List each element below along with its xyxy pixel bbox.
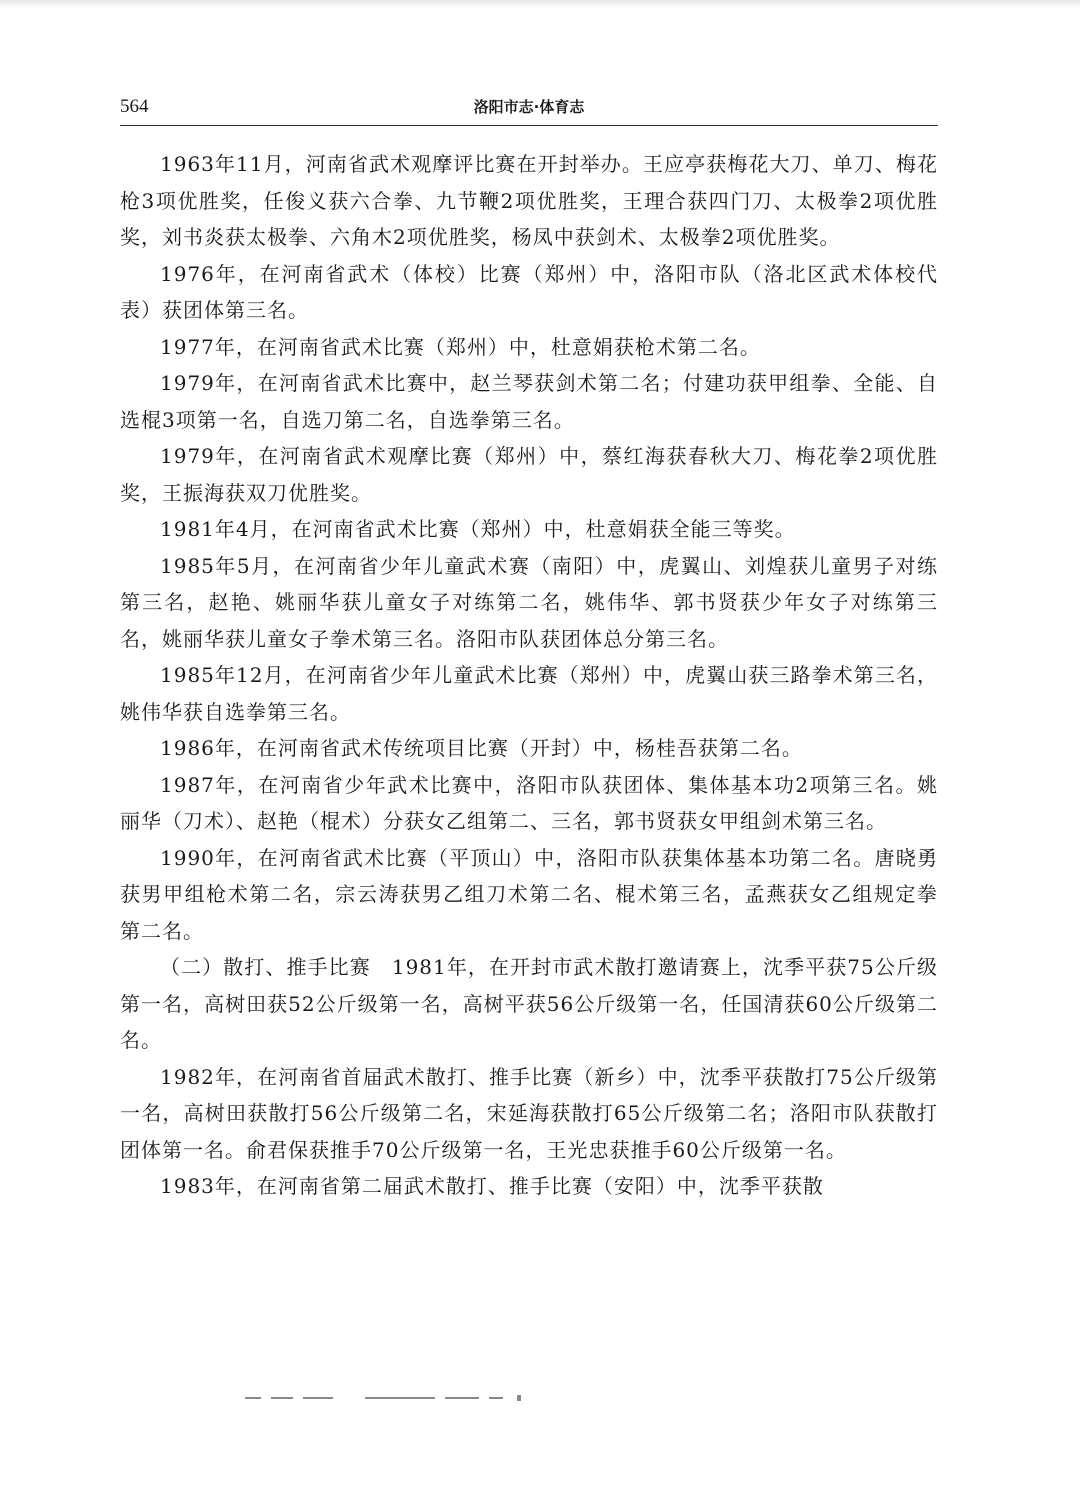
paragraph: 1990年，在河南省武术比赛（平顶山）中，洛阳市队获集体基本功第二名。唐晓勇获男甲组枪术第二名，宗云涛获男乙组刀术第二名、棍术第三名，孟燕获女乙组规定拳第二名。: [120, 845, 938, 943]
paragraph: 1979年，在河南省武术比赛中，赵兰琴获剑术第二名；付建功获甲组拳、全能、自选棍3项第一名，自选刀第二名，自选拳第三名。: [120, 371, 938, 432]
paragraph: 1963年11月，河南省武术观摩评比赛在开封举办。王应亭获梅花大刀、单刀、梅花枪3项优胜奖，任俊义获六合拳、九节鞭2项优胜奖，王理合获四门刀、太极拳2项优胜奖，刘书炎获太极拳、六角木2项优胜奖，杨凤中获剑术、太极拳2项优胜奖。: [120, 152, 938, 249]
scan-artifact-marks: [245, 1397, 525, 1401]
paragraph: （二）散打、推手比赛 1981年，在开封市武术散打邀请赛上，沈季平获75公斤级第一名，高树田获52公斤级第一名，高树平获56公斤级第一名，任国清获60公斤级第二名。: [120, 955, 938, 1052]
scan-top-edge: [0, 0, 1080, 8]
paragraph: 1982年，在河南省首届武术散打、推手比赛（新乡）中，沈季平获散打75公斤级第一名，高树田获散打56公斤级第二名，宋延海获散打65公斤级第二名；洛阳市队获散打团体第一名。俞君保获推手70公斤级第一名，王光忠获推手60公斤级第一名。: [120, 1064, 938, 1162]
paragraph: 1981年4月，在河南省武术比赛（郑州）中，杜意娟获全能三等奖。: [160, 517, 796, 541]
header-rule: [120, 125, 938, 126]
body-text: [120, 146, 938, 1205]
paragraph: 1985年12月，在河南省少年儿童武术比赛（郑州）中，虎翼山获三路拳术第三名，姚伟华获自选拳第三名。: [120, 663, 938, 724]
paragraph: 1977年，在河南省武术比赛（郑州）中，杜意娟获枪术第二名。: [160, 334, 761, 359]
page-number: 564: [120, 96, 149, 117]
paragraph: 1986年，在河南省武术传统项目比赛（开封）中，杨桂吾获第二名。: [160, 736, 803, 760]
paragraph: 1979年，在河南省武术观摩比赛（郑州）中，蔡红海获春秋大刀、梅花拳2项优胜奖，王振海获双刀优胜奖。: [120, 444, 938, 505]
paragraph: 1985年5月，在河南省少年儿童武术赛（南阳）中，虎翼山、刘煌获儿童男子对练第三名，赵艳、姚丽华获儿童女子对练第二名，姚伟华、郭书贤获少年女子对练第三名，姚丽华获儿童女子拳术第三名。洛阳市队获团体总分第三名。: [120, 553, 938, 651]
paragraph: 1976年，在河南省武术（体校）比赛（郑州）中，洛阳市队（洛北区武术体校代表）获团体第三名。: [120, 261, 938, 322]
page-header: [120, 94, 938, 126]
paragraph: 1987年，在河南省少年武术比赛中，洛阳市队获团体、集体基本功2项第三名。姚丽华（刀术）、赵艳（棍术）分获女乙组第二、三名，郭书贤获女甲组剑术第三名。: [120, 772, 938, 833]
paragraph: 1983年，在河南省第二届武术散打、推手比赛（安阳）中，沈季平获散: [160, 1174, 824, 1198]
running-title: 洛阳市志·体育志: [473, 98, 585, 116]
